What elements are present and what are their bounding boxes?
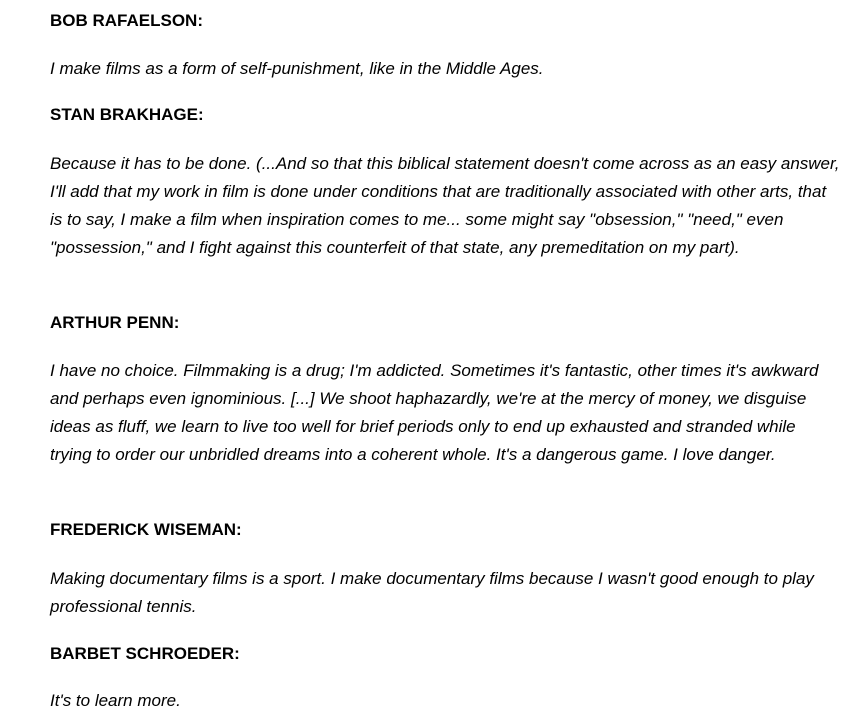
speaker-name: ARTHUR PENN:: [50, 313, 180, 332]
speaker-quote: I have no choice. Filmmaking is a drug; I'm addicted. Sometimes it's fantastic, other times it's awkward and perhaps even ignominious. [...] We shoot haphazardly, we're at the mercy of money, we disguise ideas as fluff, we learn to live too well for brief periods only to end up exhausted and stranded while trying to order our unbridled dreams into a coherent whole. It's a dangerous game. I love danger.: [50, 361, 819, 464]
speaker-quote: It's to learn more.: [50, 691, 181, 710]
speaker-quote: Making documentary films is a sport. I make documentary films because I wasn't good enough to play professional tennis.: [50, 569, 814, 616]
speaker-name: BARBET SCHROEDER:: [50, 644, 240, 663]
speaker-name: BOB RAFAELSON:: [50, 11, 203, 30]
speaker-name: STAN BRAKHAGE:: [50, 105, 204, 124]
speaker-quote: I make films as a form of self-punishment, like in the Middle Ages.: [50, 59, 544, 78]
speaker-name: FREDERICK WISEMAN:: [50, 520, 242, 539]
speaker-quote: Because it has to be done. (...And so that this biblical statement doesn't come across as an easy answer, I'll add that my work in film is done under conditions that are traditionally associated with other arts, that is to say, I make a film when inspiration comes to me... some might say "obsession," "need," even "possession," and I fight against this counterfeit of that state, any premeditation on my part).: [50, 154, 840, 257]
